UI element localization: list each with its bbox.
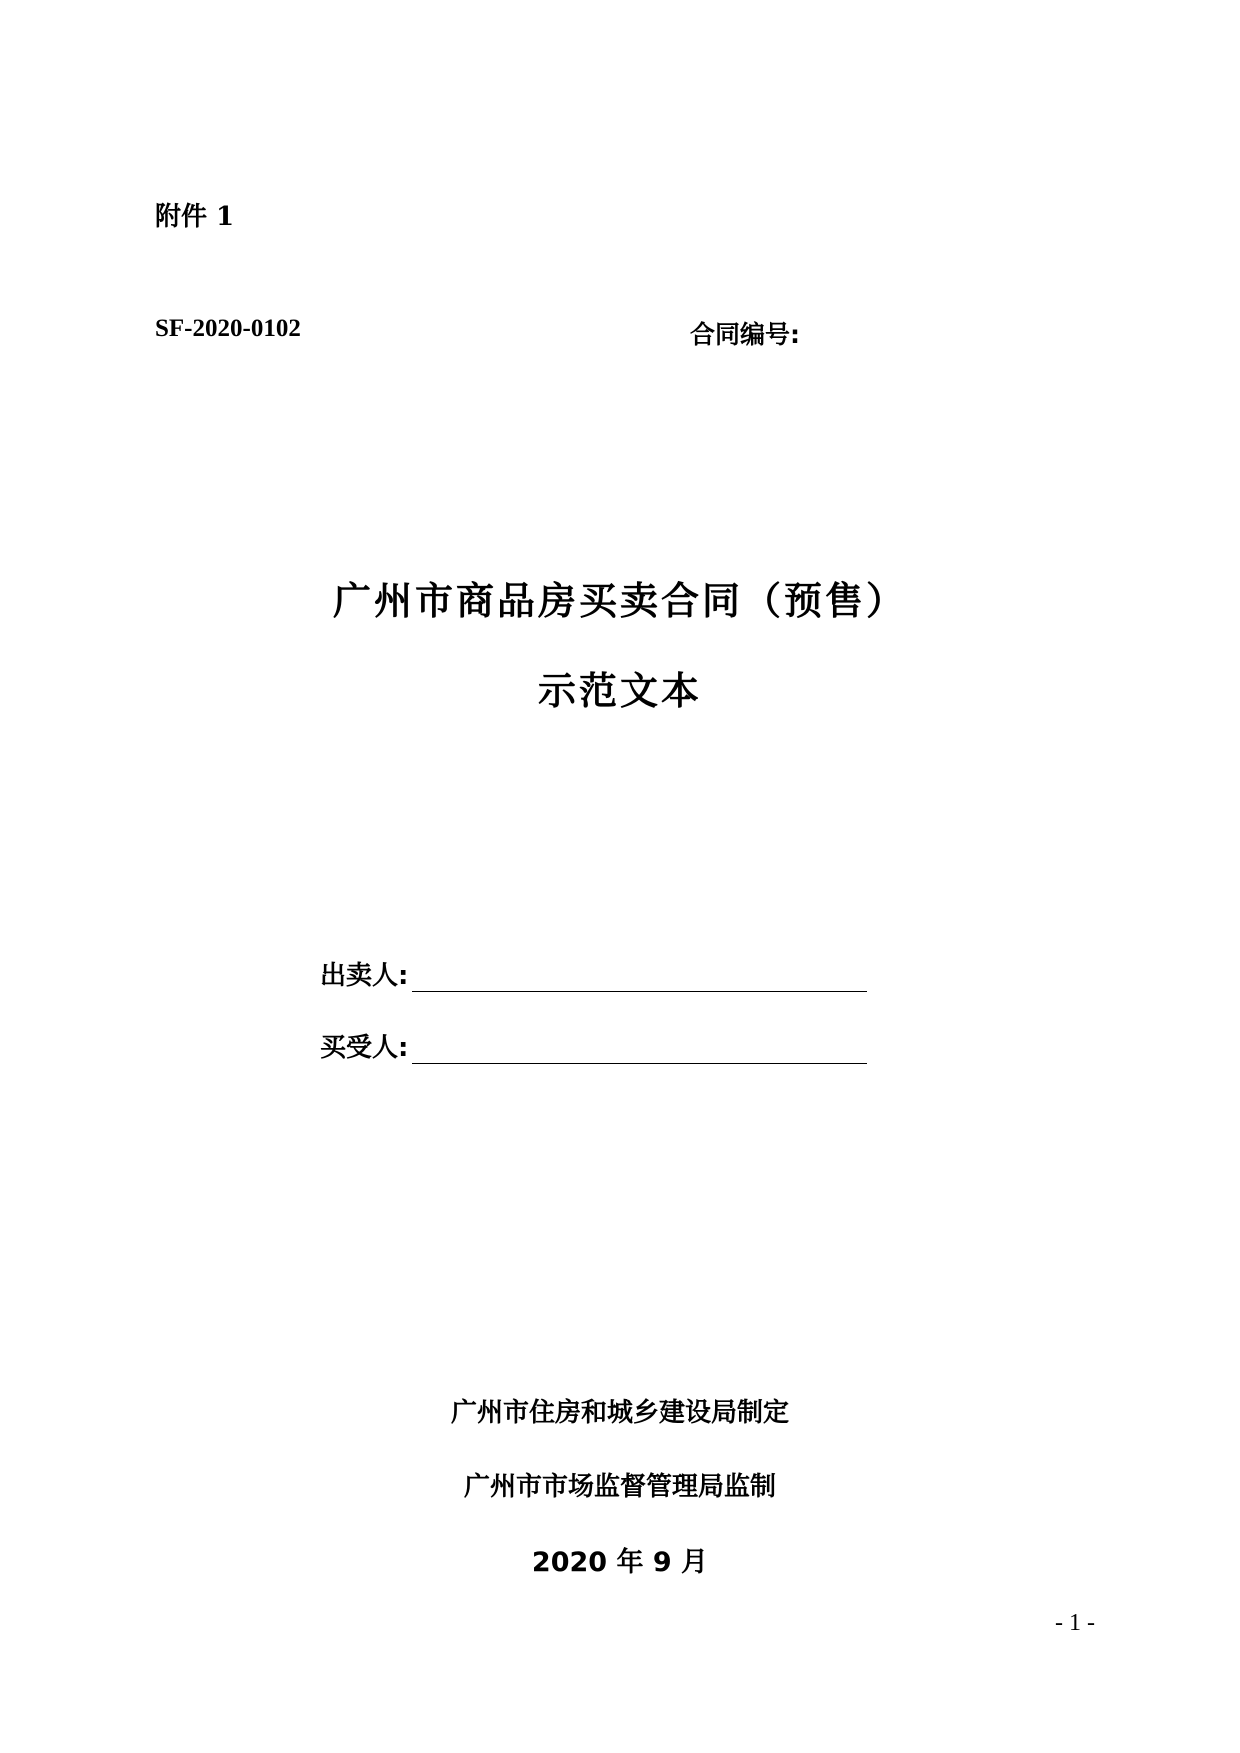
supervisor-text: 广州市市场监督管理局监制 bbox=[463, 1472, 776, 1502]
buyer-label: 买受人: bbox=[320, 1033, 409, 1063]
contract-number-label: 合同编号: bbox=[690, 320, 800, 349]
form-code: SF-2020-0102 bbox=[155, 315, 301, 342]
attachment-label: 附件 1 bbox=[155, 202, 235, 232]
seller-label: 出卖人: bbox=[320, 961, 409, 991]
issuer-text: 广州市住房和城乡建设局制定 bbox=[450, 1398, 789, 1428]
seller-blank-line bbox=[412, 961, 867, 992]
document-title: 广州市商品房买卖合同（预售） bbox=[332, 579, 907, 623]
document-subtitle: 示范文本 bbox=[537, 669, 702, 713]
buyer-blank-line bbox=[412, 1033, 867, 1064]
seller-row bbox=[320, 952, 867, 992]
issue-date: 2020 年 9 月 bbox=[531, 1547, 709, 1578]
page-number: - 1 - bbox=[1055, 1610, 1095, 1636]
buyer-row bbox=[320, 1024, 867, 1064]
